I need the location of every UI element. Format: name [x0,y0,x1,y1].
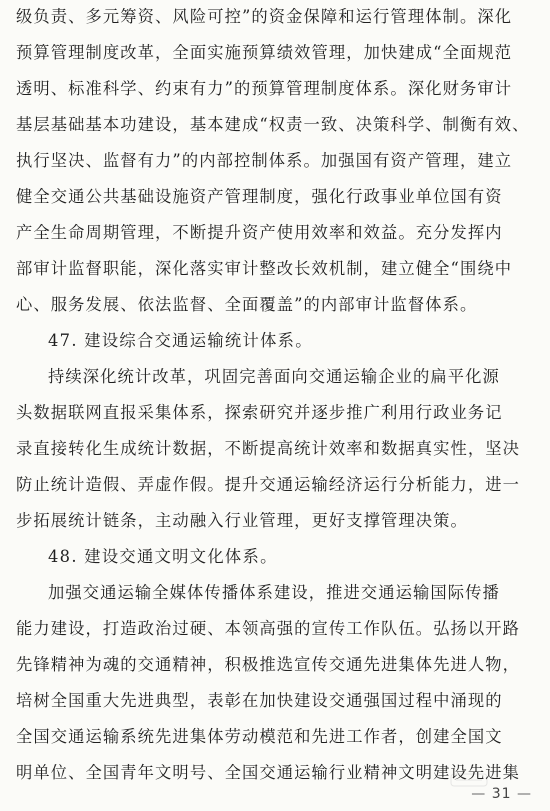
paragraph-first-line: 持续深化统计改革，巩固完善面向交通运输企业的扁平化源 [48,367,500,386]
text-line: 执行坚决、监督有力”的内部控制体系。加强国有资产管理，建立 [16,151,513,170]
text-line: 部审计监督职能，深化落实审计整改长效机制，建立健全“围绕中 [16,259,513,278]
text-line: 基层基础基本功建设，基本建成“权责一致、决策科学、制衡有效、 [16,115,530,134]
text-line: 健全交通公共基础设施资产管理制度，强化行政事业单位国有资 [16,187,503,206]
paragraph-first-line: 加强交通运输全媒体传播体系建设，推进交通运输国际传播 [48,583,500,602]
text-line: 头数据联网直报采集体系，探索研究并逐步推广利用行政业务记 [16,403,503,422]
section-heading-47: 47. 建设综合交通运输统计体系。 [48,331,313,350]
text-line: 步拓展统计链条，主动融入行业管理，更好支撑管理决策。 [16,511,468,530]
page-number-dash-right: — [517,786,532,802]
text-line: 先锋精神为魂的交通精神，积极推选宣传交通先进集体先进人物， [16,655,521,674]
text-line: 明单位、全国青年文明号、全国交通运输行业精神文明建设先进集 [16,763,521,782]
section-heading-48: 48. 建设交通文明文化体系。 [48,547,278,566]
page-number-dash-left: — [471,786,487,802]
text-line: 级负责、多元筹资、风险可控”的资金保障和运行管理体制。深化 [16,7,513,26]
page-number-value: 31 [491,786,512,802]
text-line: 录直接转化生成统计数据，不断提高统计效率和数据真实性，坚决 [16,439,521,458]
text-line: 预算管理制度改革，全面实施预算绩效管理，加快建成“全面规范 [16,43,513,62]
text-line: 能力建设，打造政治过硬、本领高强的宣传工作队伍。弘扬以开路 [16,619,521,638]
text-line: 心、服务发展、依法监督、全面覆盖”的内部审计监督体系。 [16,295,478,314]
text-line: 防止统计造假、弄虚作假。提升交通运输经济运行分析能力，进一 [16,475,521,494]
text-line: 透明、标准科学、约束有力”的预算管理制度体系。深化财务审计 [16,79,513,98]
text-line: 全国交通运输系统先进集体劳动模范和先进工作者，创建全国文 [16,727,503,746]
page-number [471,786,532,802]
text-line: 产全生命周期管理，不断提升资产使用效率和效益。充分发挥内 [16,223,503,242]
text-line: 培树全国重大先进典型，表彰在加快建设交通强国过程中涌现的 [16,691,503,710]
